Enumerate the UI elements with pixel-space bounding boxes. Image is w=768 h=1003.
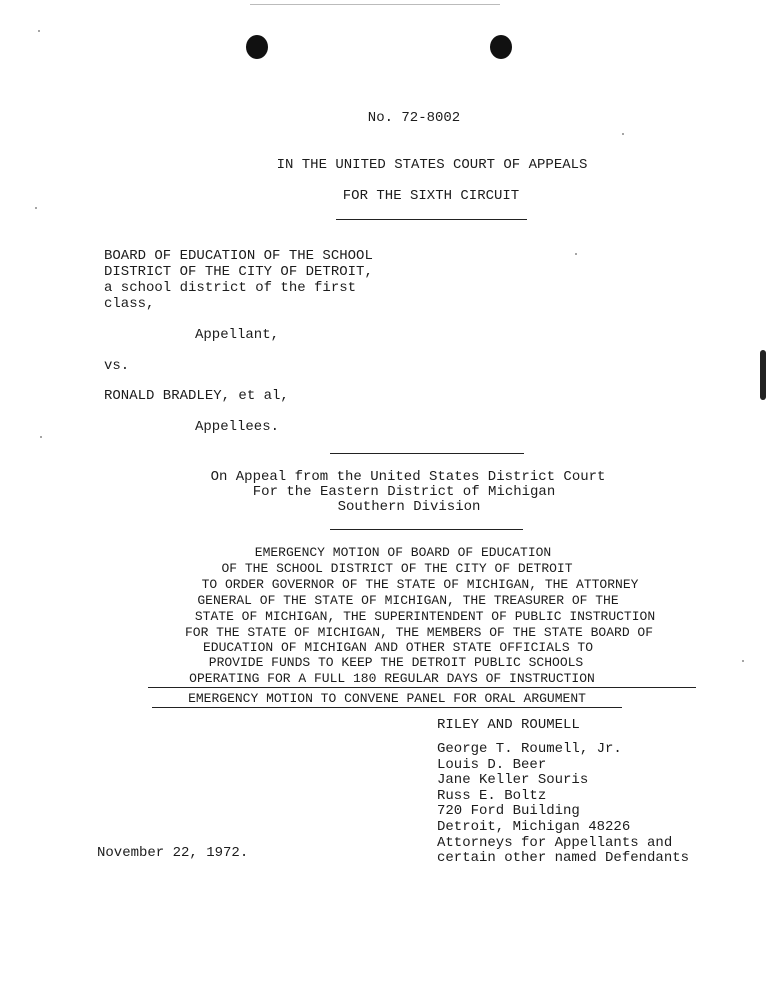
counsel-line: certain other named Defendants xyxy=(437,850,690,866)
scan-speck xyxy=(575,253,577,255)
motion-title-line: FOR THE STATE OF MICHIGAN, THE MEMBERS OF THE STATE BOARD OF xyxy=(184,625,654,640)
counsel-line: Attorneys for Appellants and xyxy=(437,835,673,851)
appellee-name: RONALD BRADLEY, et al, xyxy=(104,388,289,404)
motion-underline xyxy=(148,687,696,688)
counsel-line: Detroit, Michigan 48226 xyxy=(437,819,631,835)
appellant-line: DISTRICT OF THE CITY OF DETROIT, xyxy=(104,264,373,280)
secondary-motion: EMERGENCY MOTION TO CONVENE PANEL FOR ORAL ARGUMENT xyxy=(188,691,586,706)
appellant-role: Appellant, xyxy=(195,327,280,343)
scan-speck xyxy=(35,207,37,209)
appellee-role: Appellees. xyxy=(195,419,280,435)
counsel-line: George T. Roumell, Jr. xyxy=(437,741,622,757)
counsel-line: Louis D. Beer xyxy=(437,757,547,773)
motion-title-line: EDUCATION OF MICHIGAN AND OTHER STATE OFFICIALS TO xyxy=(202,640,594,655)
motion-title-line: EMERGENCY MOTION OF BOARD OF EDUCATION xyxy=(254,545,552,560)
case-number: No. 72-8002 xyxy=(367,110,461,126)
parties-divider xyxy=(330,453,524,454)
motion-title-line: GENERAL OF THE STATE OF MICHIGAN, THE TREASURER OF THE xyxy=(197,593,619,608)
motion-title-line: PROVIDE FUNDS TO KEEP THE DETROIT PUBLIC SCHOOLS xyxy=(208,655,584,670)
appeal-divider xyxy=(330,529,523,530)
appellant-line: class, xyxy=(104,296,155,312)
counsel-line: 720 Ford Building xyxy=(437,803,580,819)
scan-edge-mark xyxy=(760,350,766,400)
punch-hole-right xyxy=(490,35,512,59)
caption-divider xyxy=(336,219,527,220)
scan-top-line xyxy=(250,4,500,5)
scan-speck xyxy=(38,30,40,32)
appellant-line: BOARD OF EDUCATION OF THE SCHOOL xyxy=(104,248,373,264)
scan-speck xyxy=(742,660,744,662)
counsel-line: Jane Keller Souris xyxy=(437,772,589,788)
court-circuit: FOR THE SIXTH CIRCUIT xyxy=(342,188,520,204)
versus: vs. xyxy=(104,358,130,374)
appeal-from-line: Southern Division xyxy=(337,499,481,515)
appeal-from-line: On Appeal from the United States District Court xyxy=(210,469,606,485)
secondary-motion-underline xyxy=(152,707,622,708)
counsel-firm: RILEY AND ROUMELL xyxy=(437,717,580,733)
motion-title-line: OF THE SCHOOL DISTRICT OF THE CITY OF DETROIT xyxy=(221,561,573,576)
scan-speck xyxy=(622,133,624,135)
appellant-line: a school district of the first xyxy=(104,280,357,296)
scan-speck xyxy=(40,436,42,438)
motion-title-line: TO ORDER GOVERNOR OF THE STATE OF MICHIGAN, THE ATTORNEY xyxy=(201,577,639,592)
motion-title-line: STATE OF MICHIGAN, THE SUPERINTENDENT OF PUBLIC INSTRUCTION xyxy=(194,609,656,624)
filing-date: November 22, 1972. xyxy=(97,845,249,861)
punch-hole-left xyxy=(246,35,268,59)
motion-title-line: OPERATING FOR A FULL 180 REGULAR DAYS OF INSTRUCTION xyxy=(189,671,595,686)
counsel-line: Russ E. Boltz xyxy=(437,788,547,804)
appeal-from-line: For the Eastern District of Michigan xyxy=(252,484,556,500)
court-name: IN THE UNITED STATES COURT OF APPEALS xyxy=(276,157,588,173)
